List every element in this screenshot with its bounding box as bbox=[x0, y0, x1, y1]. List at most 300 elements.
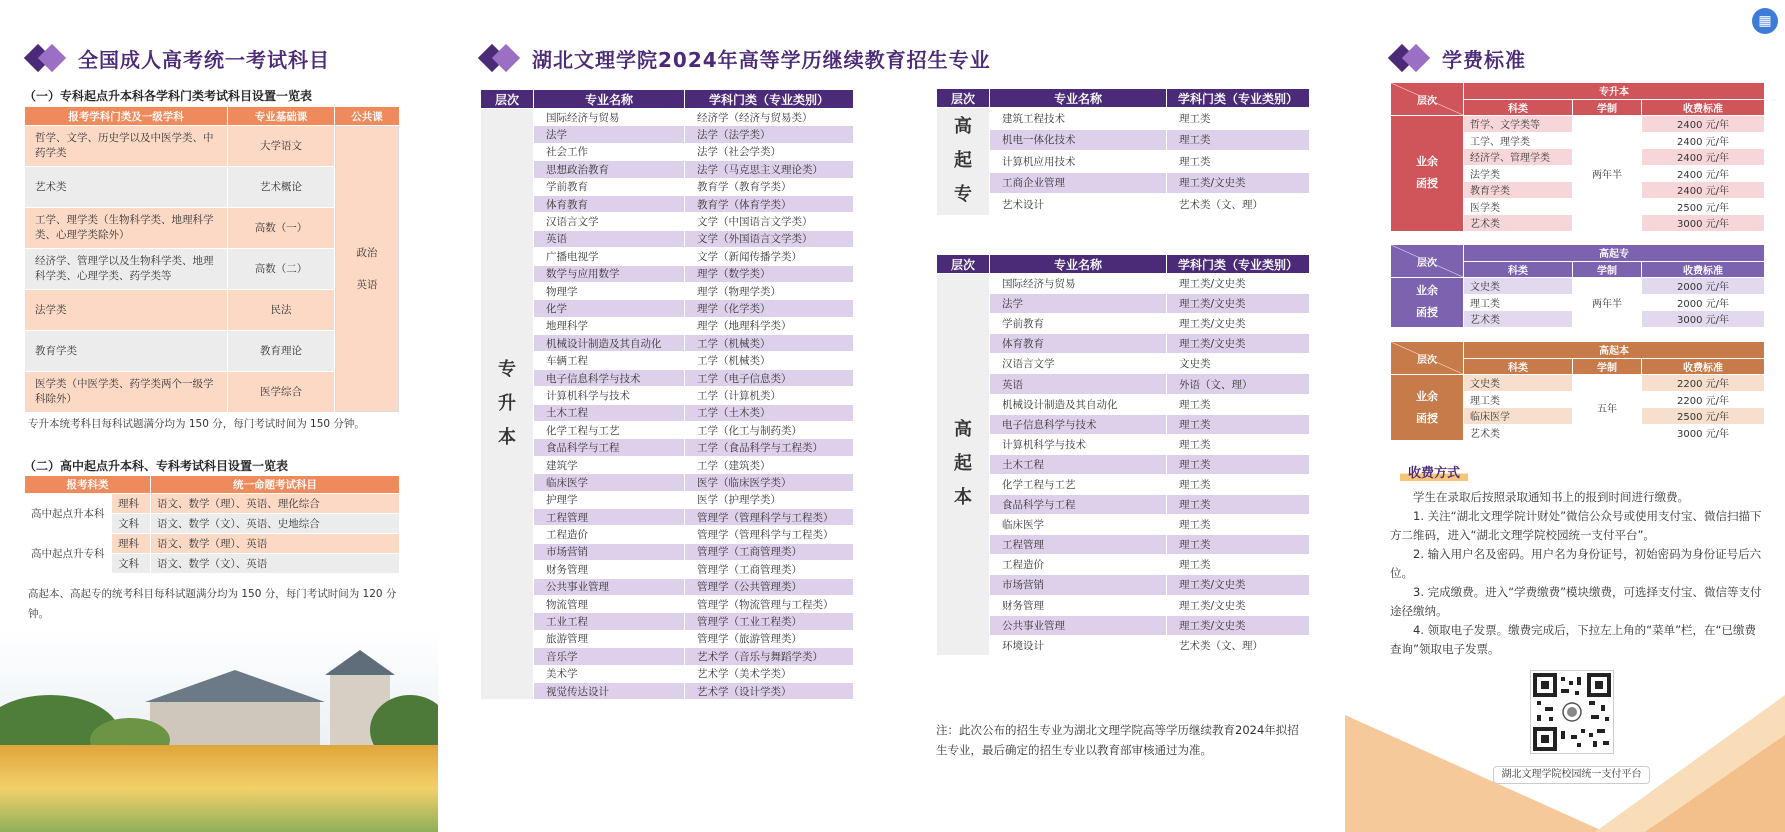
table-row bbox=[481, 526, 853, 542]
majors-header bbox=[478, 44, 991, 73]
major-name: 电子信息科学与技术 bbox=[534, 370, 684, 386]
major-name: 机械设计制造及其自动化 bbox=[1002, 398, 1118, 411]
subject-cell: 经济学、管理学以及生物科学类、地理科学类、心理学类、药学类等 bbox=[25, 249, 227, 289]
level-cell bbox=[937, 274, 989, 655]
major-name: 汉语言文学 bbox=[546, 216, 599, 229]
level-label: 专 升 本 bbox=[498, 359, 516, 449]
major-name: 化学 bbox=[534, 300, 684, 316]
type-cell: 理科 bbox=[112, 494, 150, 513]
col-header: 学制 bbox=[1573, 359, 1641, 375]
major-category: 管理学（管理科学与工程类） bbox=[697, 529, 834, 542]
major-name: 法学 bbox=[990, 294, 1166, 313]
table-row bbox=[937, 130, 1309, 151]
major-name: 工程管理 bbox=[534, 509, 684, 525]
major-category: 法学（法学类） bbox=[685, 126, 853, 142]
program-name: 专升本 bbox=[1464, 83, 1764, 99]
col-header: 学制 bbox=[1573, 262, 1641, 278]
major-category: 艺术学（美术学类） bbox=[697, 668, 792, 681]
major-category: 理学（物理学类） bbox=[697, 285, 781, 298]
major-category: 理工类/文史类 bbox=[1179, 318, 1246, 331]
major-name: 视觉传达设计 bbox=[534, 683, 684, 699]
major-category: 理工类/文史类 bbox=[1167, 173, 1309, 194]
public-course: 英语 bbox=[356, 279, 378, 291]
major-category: 工学（机械类） bbox=[697, 355, 771, 368]
table2-caption: （二）高中起点升本科、专科考试科目设置一览表 bbox=[24, 459, 289, 473]
level-label: 高 起 专 bbox=[954, 116, 972, 206]
course-cell: 艺术概论 bbox=[228, 167, 334, 207]
table-row bbox=[1391, 375, 1764, 391]
major-category: 管理学（工业工程类） bbox=[685, 613, 853, 629]
fee-category: 文史类 bbox=[1464, 278, 1572, 294]
major-name: 电子信息科学与技术 bbox=[990, 415, 1166, 434]
major-category: 理工类/文史类 bbox=[1179, 278, 1246, 291]
public-course-cell bbox=[335, 126, 399, 412]
fee-category: 经济学、管理学类 bbox=[1464, 149, 1572, 165]
major-name: 建筑工程技术 bbox=[1002, 112, 1065, 125]
major-category: 理工类/文史类 bbox=[1167, 294, 1309, 313]
major-name: 体育教育 bbox=[534, 196, 684, 212]
major-name: 财务管理 bbox=[1002, 599, 1044, 612]
major-name: 地理科学 bbox=[546, 320, 588, 333]
qr-code-icon bbox=[1531, 671, 1613, 753]
table-row bbox=[481, 631, 853, 647]
program-name: 高起专 bbox=[1464, 245, 1764, 261]
table-row bbox=[481, 439, 853, 455]
major-category: 外语（文、理） bbox=[1167, 374, 1309, 393]
subject-cell: 教育学类 bbox=[25, 331, 227, 371]
major-category: 法学（马克思主义理论类） bbox=[685, 161, 853, 177]
fee-amount: 2200 元/年 bbox=[1642, 392, 1764, 408]
table-row bbox=[25, 126, 399, 166]
col-header: 学科门类（专业类别） bbox=[1167, 89, 1309, 107]
table-row bbox=[937, 515, 1309, 534]
major-category: 理工类 bbox=[1167, 415, 1309, 434]
major-name: 车辆工程 bbox=[546, 355, 588, 368]
major-category: 教育学（教育学类） bbox=[697, 181, 792, 194]
major-category: 教育学（体育学类） bbox=[685, 196, 853, 212]
fee-category: 法学类 bbox=[1464, 166, 1572, 182]
major-category: 理学（地理科学类） bbox=[697, 320, 792, 333]
table-row bbox=[937, 596, 1309, 615]
major-name: 英语 bbox=[534, 231, 684, 247]
major-category: 理工类 bbox=[1179, 438, 1211, 451]
major-category: 管理学（公共管理类） bbox=[685, 579, 853, 595]
fee-amount: 2400 元/年 bbox=[1642, 182, 1764, 198]
fee-category: 艺术类 bbox=[1464, 215, 1572, 231]
fee-category: 医学类 bbox=[1464, 199, 1572, 215]
table-row bbox=[481, 283, 853, 299]
major-name: 临床医学 bbox=[534, 474, 684, 490]
subject-cell: 法学类 bbox=[25, 290, 227, 330]
study-mode bbox=[1391, 375, 1463, 440]
major-name: 市场营销 bbox=[534, 544, 684, 560]
major-name: 法学 bbox=[534, 126, 684, 142]
major-name: 护理学 bbox=[546, 494, 578, 507]
major-category: 管理学（工商管理类） bbox=[697, 563, 802, 576]
type-cell: 文科 bbox=[112, 554, 150, 573]
subject-cell: 哲学、文学、历史学以及中医学类、中药学类 bbox=[25, 126, 227, 166]
table-row bbox=[937, 455, 1309, 474]
major-name: 物理学 bbox=[546, 285, 578, 298]
fee-table-zsb bbox=[1390, 82, 1765, 232]
level-label: 高 起 本 bbox=[954, 419, 972, 509]
major-name: 广播电视学 bbox=[546, 250, 599, 263]
level-cell: 高中起点升专科 bbox=[25, 534, 111, 573]
table-row bbox=[25, 534, 399, 553]
table-row bbox=[937, 294, 1309, 313]
fee-header-row bbox=[1391, 83, 1764, 99]
major-name: 工程造价 bbox=[1002, 559, 1044, 572]
table-row bbox=[481, 405, 853, 421]
table-row bbox=[481, 666, 853, 682]
level-cell bbox=[937, 108, 989, 215]
fee-amount: 2400 元/年 bbox=[1642, 166, 1764, 182]
level-header: 层次 bbox=[1391, 83, 1463, 115]
table-row bbox=[937, 151, 1309, 172]
table1-caption: （一）专科起点升本科各学科门类考试科目设置一览表 bbox=[24, 89, 313, 103]
major-category: 理工类 bbox=[1179, 155, 1211, 168]
major-name: 计算机科学与技术 bbox=[1002, 438, 1086, 451]
major-category: 文史类 bbox=[1179, 358, 1211, 371]
table-row bbox=[937, 415, 1309, 434]
payment-instructions bbox=[1390, 488, 1762, 659]
major-category: 理工类 bbox=[1167, 130, 1309, 151]
payment-step: 学生在录取后按照录取通知书上的报到时间进行缴费。 bbox=[1413, 490, 1689, 504]
major-name: 社会工作 bbox=[546, 146, 588, 159]
table-row bbox=[481, 318, 853, 334]
table-row bbox=[481, 231, 853, 247]
gqb-majors-table bbox=[936, 254, 1310, 656]
major-name: 学前教育 bbox=[546, 181, 588, 194]
major-name: 化学工程与工艺 bbox=[546, 424, 620, 437]
major-category: 医学（护理学类） bbox=[697, 494, 781, 507]
major-name: 工商企业管理 bbox=[990, 173, 1166, 194]
fee-table-gqz bbox=[1390, 244, 1765, 328]
fee-header-row bbox=[1391, 245, 1764, 261]
payment-step: 3. 完成缴费。进入“学费缴费”模块缴费，可选择支付宝、微信等支付途径缴纳。 bbox=[1390, 585, 1762, 618]
major-category: 文学（外国语言文学类） bbox=[685, 231, 853, 247]
tuition-header bbox=[1388, 44, 1526, 73]
table-row bbox=[937, 374, 1309, 393]
major-category: 工学（建筑类） bbox=[697, 459, 771, 472]
fee-amount: 2200 元/年 bbox=[1642, 375, 1764, 391]
table-row bbox=[937, 575, 1309, 594]
study-mode-label: 业余 函授 bbox=[1416, 155, 1438, 191]
section-title: 学费标准 bbox=[1442, 48, 1526, 72]
col-header: 科类 bbox=[1464, 100, 1572, 116]
major-category: 艺术学（设计学类） bbox=[685, 683, 853, 699]
col-header: 专业基础课 bbox=[228, 107, 334, 125]
major-category: 艺术学（音乐与舞蹈学类） bbox=[685, 648, 853, 664]
fee-category: 艺术类 bbox=[1464, 311, 1572, 327]
major-name: 旅游管理 bbox=[546, 633, 588, 646]
table-row bbox=[481, 648, 853, 664]
table-row bbox=[481, 561, 853, 577]
subjects-cell: 语文、数学（文）、英语、史地综合 bbox=[151, 514, 399, 533]
col-header: 科类 bbox=[1464, 359, 1572, 375]
study-mode-label: 业余 函授 bbox=[1416, 389, 1438, 425]
major-category: 工学（化工与制药类） bbox=[697, 424, 802, 437]
diamond-icon bbox=[24, 45, 70, 73]
major-category: 理工类/文史类 bbox=[1167, 616, 1309, 635]
major-category: 理工类 bbox=[1167, 535, 1309, 554]
fee-category: 工学、理学类 bbox=[1464, 133, 1572, 149]
table-row bbox=[937, 194, 1309, 215]
major-name: 物流管理 bbox=[546, 598, 588, 611]
study-mode bbox=[1391, 116, 1463, 231]
upgrade-exam-table bbox=[24, 106, 400, 413]
table-row bbox=[481, 266, 853, 282]
major-name: 土木工程 bbox=[534, 405, 684, 421]
level-cell bbox=[481, 109, 533, 699]
study-mode-label: 业余 函授 bbox=[1416, 284, 1438, 320]
payment-method-title: 收费方式 bbox=[1400, 462, 1468, 481]
major-name: 国际经济与贸易 bbox=[1002, 278, 1076, 291]
major-category: 理工类 bbox=[1179, 398, 1211, 411]
col-header: 专业名称 bbox=[990, 255, 1166, 273]
subject-cell: 工学、理学类（生物科学类、地理科学类、心理学类除外） bbox=[25, 208, 227, 248]
table-row bbox=[481, 196, 853, 212]
col-header: 学科门类（专业类别） bbox=[1167, 255, 1309, 273]
duration: 五年 bbox=[1573, 375, 1641, 440]
major-category: 管理学（旅游管理类） bbox=[697, 633, 802, 646]
study-mode bbox=[1391, 278, 1463, 327]
fee-header-row bbox=[1391, 342, 1764, 358]
major-category: 理工类 bbox=[1167, 495, 1309, 514]
col-header: 收费标准 bbox=[1642, 359, 1764, 375]
table-row bbox=[481, 422, 853, 438]
qr-caption: 湖北文理学院校园统一支付平台 bbox=[1493, 766, 1650, 784]
col-header: 收费标准 bbox=[1642, 262, 1764, 278]
major-name: 建筑学 bbox=[546, 459, 578, 472]
major-name: 机械设计制造及其自动化 bbox=[534, 335, 684, 351]
major-name: 公共事业管理 bbox=[534, 579, 684, 595]
major-name: 英语 bbox=[990, 374, 1166, 393]
col-header: 专业名称 bbox=[534, 90, 684, 108]
table-row bbox=[937, 535, 1309, 554]
major-category: 理工类/文史类 bbox=[1167, 334, 1309, 353]
highschool-exam-table bbox=[24, 475, 400, 574]
major-category: 工学（计算机类） bbox=[697, 389, 781, 402]
duration: 两年半 bbox=[1573, 116, 1641, 231]
fee-amount: 3000 元/年 bbox=[1642, 215, 1764, 231]
col-header: 收费标准 bbox=[1642, 100, 1764, 116]
side-button[interactable] bbox=[1752, 8, 1778, 34]
fee-amount: 2000 元/年 bbox=[1642, 278, 1764, 294]
major-category: 理工类 bbox=[1179, 478, 1211, 491]
table2-note: 高起本、高起专的统考科目每科试题满分均为 150 分，每门考试时间为 120 分钟。 bbox=[28, 588, 397, 620]
type-cell: 文科 bbox=[112, 514, 150, 533]
table-row bbox=[937, 334, 1309, 353]
table-row bbox=[481, 300, 853, 316]
fee-amount: 2500 元/年 bbox=[1642, 408, 1764, 424]
table-row bbox=[937, 435, 1309, 454]
major-name: 临床医学 bbox=[1002, 519, 1044, 532]
level-header: 层次 bbox=[1391, 245, 1463, 277]
major-name: 土木工程 bbox=[990, 455, 1166, 474]
subjects-cell: 语文、数学（文）、英语 bbox=[151, 554, 399, 573]
fee-category: 理工类 bbox=[1464, 392, 1572, 408]
major-category: 工学（电子信息类） bbox=[685, 370, 853, 386]
table-row bbox=[937, 274, 1309, 293]
table-row bbox=[481, 596, 853, 612]
major-category: 医学（临床医学类） bbox=[685, 474, 853, 490]
course-cell: 高数（二） bbox=[228, 249, 334, 289]
table-row bbox=[25, 494, 399, 513]
fee-amount: 2400 元/年 bbox=[1642, 116, 1764, 132]
table-row bbox=[937, 314, 1309, 333]
table-row bbox=[937, 475, 1309, 494]
major-category: 文学（中国语言文学类） bbox=[697, 216, 813, 229]
fee-table-gqb bbox=[1390, 341, 1765, 441]
major-category: 理工类 bbox=[1179, 559, 1211, 572]
table-row bbox=[937, 354, 1309, 373]
fee-amount: 3000 元/年 bbox=[1642, 425, 1764, 441]
table-row bbox=[481, 613, 853, 629]
major-name: 食品科学与工程 bbox=[990, 495, 1166, 514]
table-row bbox=[1391, 116, 1764, 132]
course-cell: 高数（一） bbox=[228, 208, 334, 248]
fee-category: 理工类 bbox=[1464, 295, 1572, 311]
major-category: 工学（食品科学与工程类） bbox=[685, 439, 853, 455]
level-cell: 高中起点升本科 bbox=[25, 494, 111, 533]
major-category: 理工类 bbox=[1179, 112, 1211, 125]
major-name: 环境设计 bbox=[1002, 639, 1044, 652]
translate-icon: ▦ bbox=[1758, 13, 1772, 29]
major-category: 理工类/文史类 bbox=[1179, 599, 1246, 612]
major-name: 国际经济与贸易 bbox=[546, 111, 620, 124]
major-category: 法学（社会学类） bbox=[697, 146, 781, 159]
major-name: 艺术设计 bbox=[1002, 198, 1044, 211]
fee-category: 文史类 bbox=[1464, 375, 1572, 391]
gqz-majors-table bbox=[936, 88, 1310, 216]
fee-amount: 3000 元/年 bbox=[1642, 311, 1764, 327]
course-cell: 大学语文 bbox=[228, 126, 334, 166]
section-title: 全国成人高考统一考试科目 bbox=[78, 48, 330, 72]
diamond-icon bbox=[1388, 45, 1434, 73]
major-name: 工程管理 bbox=[990, 535, 1166, 554]
fee-amount: 2400 元/年 bbox=[1642, 149, 1764, 165]
col-header: 科类 bbox=[1464, 262, 1572, 278]
major-category: 艺术类（文、理） bbox=[1179, 639, 1263, 652]
table-row bbox=[481, 683, 853, 699]
major-name: 汉语言文学 bbox=[1002, 358, 1055, 371]
major-category: 工学（机械类） bbox=[685, 335, 853, 351]
subjects-cell: 语文、数学（理）、英语 bbox=[151, 534, 399, 553]
type-cell: 理科 bbox=[112, 534, 150, 553]
table-row bbox=[481, 126, 853, 142]
fee-category: 临床医学 bbox=[1464, 408, 1572, 424]
major-category: 理工类 bbox=[1167, 455, 1309, 474]
col-header: 层次 bbox=[481, 90, 533, 108]
diamond-icon bbox=[478, 45, 524, 73]
table-row bbox=[937, 555, 1309, 574]
exam-subjects-header bbox=[24, 44, 330, 73]
col-header: 层次 bbox=[937, 255, 989, 273]
major-category: 理工类/文史类 bbox=[1167, 575, 1309, 594]
fee-category: 哲学、文学类等 bbox=[1464, 116, 1572, 132]
major-category: 文学（新闻传播学类） bbox=[697, 250, 802, 263]
major-name: 思想政治教育 bbox=[534, 161, 684, 177]
col-header: 报考科类 bbox=[25, 476, 150, 493]
fee-category: 教育学类 bbox=[1464, 182, 1572, 198]
major-name: 计算机科学与技术 bbox=[546, 389, 630, 402]
table-row bbox=[937, 495, 1309, 514]
subject-cell: 艺术类 bbox=[25, 167, 227, 207]
major-category: 理工类 bbox=[1179, 519, 1211, 532]
fee-amount: 2000 元/年 bbox=[1642, 295, 1764, 311]
major-category: 管理学（物流管理与工程类） bbox=[697, 598, 834, 611]
major-name: 财务管理 bbox=[546, 563, 588, 576]
campus-photo bbox=[0, 630, 438, 832]
major-name: 化学工程与工艺 bbox=[1002, 478, 1076, 491]
public-course: 政治 bbox=[356, 247, 378, 259]
major-name: 机电一体化技术 bbox=[990, 130, 1166, 151]
payment-step: 1. 关注“湖北文理学院计财处”微信公众号或使用支付宝、微信扫描下方二维码，进入“湖北文理学院校园统一支付平台”。 bbox=[1390, 509, 1762, 542]
col-header: 报考学科门类及一级学科 bbox=[25, 107, 227, 125]
table-row bbox=[481, 179, 853, 195]
table1-note: 专升本统考科目每科试题满分均为 150 分，每门考试时间为 150 分钟。 bbox=[28, 418, 365, 430]
table-row bbox=[481, 370, 853, 386]
major-name: 美术学 bbox=[546, 668, 578, 681]
table-row bbox=[937, 636, 1309, 655]
table-row bbox=[481, 248, 853, 264]
qr-code[interactable] bbox=[1530, 670, 1614, 754]
table-row bbox=[481, 544, 853, 560]
table-row bbox=[1391, 278, 1764, 294]
major-category: 理学（数学类） bbox=[685, 266, 853, 282]
col-header: 学科门类（专业类别） bbox=[685, 90, 853, 108]
table-row bbox=[937, 395, 1309, 414]
major-category: 工学（土木类） bbox=[685, 405, 853, 421]
table-row bbox=[937, 616, 1309, 635]
table-row bbox=[937, 108, 1309, 129]
table-row bbox=[481, 352, 853, 368]
major-name: 体育教育 bbox=[990, 334, 1166, 353]
table-row bbox=[481, 335, 853, 351]
course-cell: 医学综合 bbox=[228, 372, 334, 412]
major-category: 管理学（管理科学与工程类） bbox=[685, 509, 853, 525]
major-name: 计算机应用技术 bbox=[1002, 155, 1076, 168]
col-header: 统一命题考试科目 bbox=[151, 476, 399, 493]
payment-step: 2. 输入用户名及密码。用户名为身份证号，初始密码为身份证号后六位。 bbox=[1390, 547, 1762, 580]
table-row bbox=[481, 492, 853, 508]
major-category: 经济学（经济与贸易类） bbox=[697, 111, 813, 124]
table-row bbox=[481, 457, 853, 473]
course-cell: 民法 bbox=[228, 290, 334, 330]
section-title: 湖北文理学院2024年高等学历继续教育招生专业 bbox=[532, 48, 991, 72]
col-header: 学制 bbox=[1573, 100, 1641, 116]
major-category: 管理学（工商管理类） bbox=[685, 544, 853, 560]
table-row bbox=[937, 173, 1309, 194]
major-category: 艺术类（文、理） bbox=[1179, 198, 1263, 211]
table-row bbox=[481, 144, 853, 160]
table-row bbox=[481, 509, 853, 525]
major-category: 理学（化学类） bbox=[685, 300, 853, 316]
duration: 两年半 bbox=[1573, 278, 1641, 327]
col-header: 层次 bbox=[937, 89, 989, 107]
col-header: 公共课 bbox=[335, 107, 399, 125]
major-name: 工程造价 bbox=[546, 529, 588, 542]
payment-step: 4. 领取电子发票。缴费完成后，下拉左上角的“菜单”栏，在“已缴费查询”领取电子发票。 bbox=[1390, 623, 1756, 656]
fee-category: 艺术类 bbox=[1464, 425, 1572, 441]
table-row bbox=[481, 387, 853, 403]
subject-cell: 医学类（中医学类、药学类两个一级学科除外） bbox=[25, 372, 227, 412]
subjects-cell: 语文、数学（理）、英语、理化综合 bbox=[151, 494, 399, 513]
course-cell: 教育理论 bbox=[228, 331, 334, 371]
program-name: 高起本 bbox=[1464, 342, 1764, 358]
level-header: 层次 bbox=[1391, 342, 1463, 374]
